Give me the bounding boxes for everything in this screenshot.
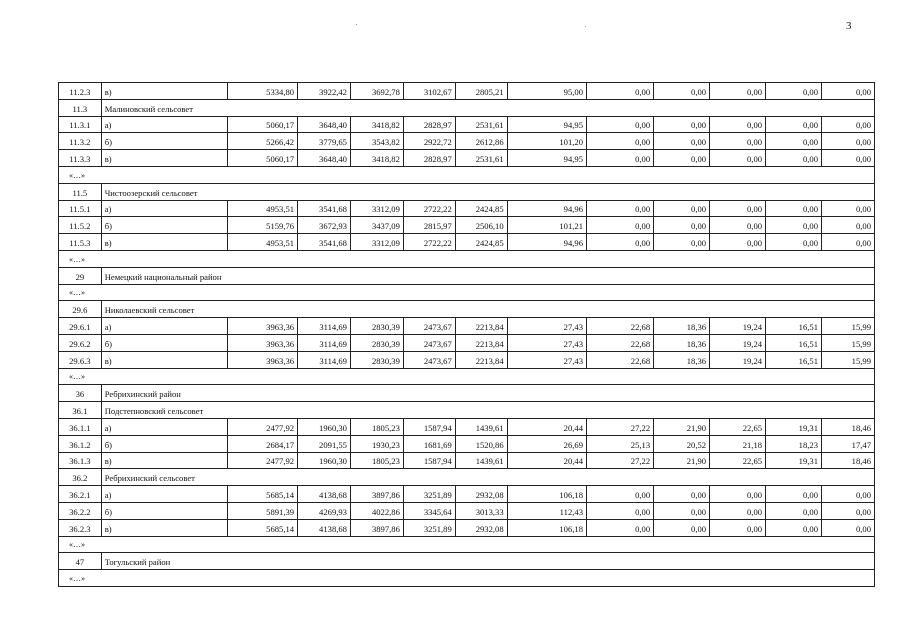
value-cell: 27,22 [587,452,654,469]
value-cell: 21,90 [654,418,710,435]
row-label: б) [101,217,227,234]
value-cell: 94,96 [507,234,586,251]
value-cell: 0,00 [822,234,875,251]
value-cell: 21,90 [654,452,710,469]
row-code: 11.5.1 [59,200,102,217]
row-label: а) [101,200,227,217]
table-row [59,418,875,435]
value-cell: 3013,33 [455,502,507,519]
table-body [59,83,875,587]
row-code: 11.3.2 [59,133,102,150]
value-cell: 27,43 [507,334,586,351]
table-row [59,83,875,100]
value-cell: 101,20 [507,133,586,150]
row-label: а) [101,486,227,503]
row-code: 36.2.1 [59,486,102,503]
section-row [59,183,875,200]
scan-speck [585,26,586,27]
value-cell: 5060,17 [227,150,297,167]
section-title: Тогульский район [101,553,874,570]
value-cell: 0,00 [710,519,766,536]
value-cell: 3251,89 [403,486,455,503]
value-cell: 3312,09 [350,200,403,217]
value-cell: 5685,14 [227,486,297,503]
value-cell: 3345,64 [403,502,455,519]
omission-marker: «…» [59,250,875,267]
value-cell: 0,00 [654,519,710,536]
value-cell: 94,95 [507,150,586,167]
value-cell: 0,00 [822,200,875,217]
value-cell: 0,00 [654,133,710,150]
value-cell: 0,00 [587,116,654,133]
section-title: Подстепновский сельсовет [101,402,874,419]
value-cell: 2830,39 [350,318,403,335]
section-row [59,402,875,419]
value-cell: 2922,72 [403,133,455,150]
value-cell: 5060,17 [227,116,297,133]
value-cell: 0,00 [654,200,710,217]
table-row [59,234,875,251]
value-cell: 25,13 [587,435,654,452]
value-cell: 2091,55 [298,435,351,452]
table-row [59,318,875,335]
value-cell: 0,00 [766,150,822,167]
omission-row [59,250,875,267]
row-code: 36.2.2 [59,502,102,519]
value-cell: 3418,82 [350,150,403,167]
table-row [59,116,875,133]
value-cell: 0,00 [766,83,822,100]
table-row [59,502,875,519]
omission-marker: «…» [59,536,875,553]
value-cell: 2213,84 [455,334,507,351]
value-cell: 0,00 [654,234,710,251]
scan-speck [356,24,357,25]
value-cell: 0,00 [654,217,710,234]
value-cell: 2424,85 [455,200,507,217]
value-cell: 3648,40 [298,150,351,167]
value-cell: 0,00 [766,234,822,251]
omission-row [59,166,875,183]
value-cell: 0,00 [822,486,875,503]
value-cell: 2213,84 [455,351,507,368]
section-code: 36 [59,385,102,402]
row-label: в) [101,234,227,251]
value-cell: 16,51 [766,351,822,368]
value-cell: 106,18 [507,519,586,536]
omission-marker: «…» [59,368,875,385]
value-cell: 0,00 [822,116,875,133]
value-cell: 2722,22 [403,234,455,251]
value-cell: 0,00 [587,217,654,234]
section-code: 47 [59,553,102,570]
row-label: в) [101,519,227,536]
value-cell: 18,36 [654,351,710,368]
section-title: Ребрихинский район [101,385,874,402]
value-cell: 0,00 [654,150,710,167]
value-cell: 18,36 [654,318,710,335]
value-cell: 1930,23 [350,435,403,452]
value-cell: 19,31 [766,418,822,435]
table-row [59,351,875,368]
value-cell: 0,00 [654,116,710,133]
row-code: 11.5.2 [59,217,102,234]
value-cell: 2830,39 [350,334,403,351]
value-cell: 1520,86 [455,435,507,452]
row-label: в) [101,351,227,368]
value-cell: 4953,51 [227,200,297,217]
section-code: 36.1 [59,402,102,419]
value-cell: 0,00 [822,133,875,150]
row-code: 36.1.1 [59,418,102,435]
section-code: 11.3 [59,99,102,116]
value-cell: 3963,36 [227,318,297,335]
value-cell: 2932,08 [455,486,507,503]
value-cell: 18,23 [766,435,822,452]
row-code: 36.1.3 [59,452,102,469]
value-cell: 2477,92 [227,418,297,435]
value-cell: 1587,94 [403,452,455,469]
value-cell: 0,00 [766,217,822,234]
omission-marker: «…» [59,284,875,301]
value-cell: 0,00 [654,83,710,100]
section-code: 36.2 [59,469,102,486]
row-label: а) [101,318,227,335]
value-cell: 4269,93 [298,502,351,519]
value-cell: 3692,78 [350,83,403,100]
row-code: 11.3.3 [59,150,102,167]
page-number: 3 [846,20,852,32]
section-title: Немецкий национальный район [101,267,874,284]
value-cell: 0,00 [710,83,766,100]
value-cell: 3922,42 [298,83,351,100]
value-cell: 20,52 [654,435,710,452]
value-cell: 3418,82 [350,116,403,133]
row-label: в) [101,452,227,469]
value-cell: 22,68 [587,318,654,335]
row-code: 11.3.1 [59,116,102,133]
table-row [59,486,875,503]
value-cell: 18,46 [822,418,875,435]
value-cell: 3251,89 [403,519,455,536]
value-cell: 22,65 [710,452,766,469]
value-cell: 2684,17 [227,435,297,452]
value-cell: 94,96 [507,200,586,217]
section-code: 11.5 [59,183,102,200]
value-cell: 3779,65 [298,133,351,150]
table-row [59,519,875,536]
section-row [59,99,875,116]
table-row [59,217,875,234]
value-cell: 2473,67 [403,318,455,335]
value-cell: 1960,30 [298,452,351,469]
value-cell: 0,00 [766,486,822,503]
value-cell: 3437,09 [350,217,403,234]
value-cell: 2531,61 [455,116,507,133]
value-cell: 2828,97 [403,116,455,133]
value-cell: 3963,36 [227,351,297,368]
table-row [59,133,875,150]
value-cell: 0,00 [710,234,766,251]
value-cell: 3897,86 [350,486,403,503]
value-cell: 94,95 [507,116,586,133]
value-cell: 19,24 [710,334,766,351]
value-cell: 0,00 [710,150,766,167]
value-cell: 0,00 [654,502,710,519]
section-row [59,301,875,318]
row-code: 11.2.3 [59,83,102,100]
row-code: 36.2.3 [59,519,102,536]
value-cell: 27,22 [587,418,654,435]
section-title: Ребрихинский сельсовет [101,469,874,486]
value-cell: 0,00 [766,519,822,536]
value-cell: 3312,09 [350,234,403,251]
value-cell: 3114,69 [298,351,351,368]
value-cell: 0,00 [710,133,766,150]
value-cell: 2506,10 [455,217,507,234]
value-cell: 2805,21 [455,83,507,100]
value-cell: 27,43 [507,351,586,368]
table-row [59,435,875,452]
value-cell: 2830,39 [350,351,403,368]
value-cell: 3114,69 [298,334,351,351]
value-cell: 0,00 [587,486,654,503]
value-cell: 5266,42 [227,133,297,150]
value-cell: 1805,23 [350,452,403,469]
table-row [59,452,875,469]
value-cell: 101,21 [507,217,586,234]
value-cell: 2473,67 [403,334,455,351]
table-row [59,200,875,217]
omission-row [59,536,875,553]
row-code: 36.1.2 [59,435,102,452]
value-cell: 1439,61 [455,418,507,435]
omission-row [59,570,875,587]
value-cell: 4953,51 [227,234,297,251]
value-cell: 3102,67 [403,83,455,100]
section-title: Николаевский сельсовет [101,301,874,318]
row-label: в) [101,150,227,167]
value-cell: 15,99 [822,318,875,335]
value-cell: 0,00 [587,234,654,251]
value-cell: 2815,97 [403,217,455,234]
section-title: Чистоозерский сельсовет [101,183,874,200]
row-code: 29.6.3 [59,351,102,368]
value-cell: 2213,84 [455,318,507,335]
value-cell: 0,00 [587,502,654,519]
value-cell: 0,00 [587,83,654,100]
tariff-table [58,82,875,587]
value-cell: 112,43 [507,502,586,519]
value-cell: 0,00 [822,502,875,519]
section-row [59,553,875,570]
value-cell: 0,00 [822,83,875,100]
value-cell: 3543,82 [350,133,403,150]
value-cell: 3963,36 [227,334,297,351]
value-cell: 3541,68 [298,234,351,251]
value-cell: 0,00 [822,217,875,234]
value-cell: 17,47 [822,435,875,452]
value-cell: 2424,85 [455,234,507,251]
value-cell: 2477,92 [227,452,297,469]
value-cell: 0,00 [710,116,766,133]
value-cell: 2932,08 [455,519,507,536]
value-cell: 1805,23 [350,418,403,435]
value-cell: 95,00 [507,83,586,100]
value-cell: 5685,14 [227,519,297,536]
value-cell: 19,31 [766,452,822,469]
value-cell: 27,43 [507,318,586,335]
value-cell: 0,00 [710,217,766,234]
value-cell: 19,24 [710,318,766,335]
row-label: б) [101,435,227,452]
value-cell: 0,00 [710,200,766,217]
row-label: б) [101,133,227,150]
value-cell: 4138,68 [298,486,351,503]
value-cell: 4138,68 [298,519,351,536]
row-code: 29.6.1 [59,318,102,335]
row-code: 29.6.2 [59,334,102,351]
value-cell: 3648,40 [298,116,351,133]
section-code: 29 [59,267,102,284]
value-cell: 3897,86 [350,519,403,536]
value-cell: 2612,86 [455,133,507,150]
value-cell: 1960,30 [298,418,351,435]
value-cell: 1439,61 [455,452,507,469]
value-cell: 5159,76 [227,217,297,234]
value-cell: 0,00 [766,116,822,133]
section-row [59,267,875,284]
value-cell: 2473,67 [403,351,455,368]
row-label: а) [101,116,227,133]
value-cell: 1681,69 [403,435,455,452]
value-cell: 0,00 [587,200,654,217]
value-cell: 0,00 [822,150,875,167]
row-label: а) [101,418,227,435]
value-cell: 3672,93 [298,217,351,234]
row-label: б) [101,334,227,351]
value-cell: 20,44 [507,452,586,469]
value-cell: 15,99 [822,351,875,368]
value-cell: 18,46 [822,452,875,469]
value-cell: 0,00 [587,133,654,150]
value-cell: 2722,22 [403,200,455,217]
value-cell: 4022,86 [350,502,403,519]
value-cell: 0,00 [710,502,766,519]
value-cell: 2531,61 [455,150,507,167]
value-cell: 20,44 [507,418,586,435]
value-cell: 1587,94 [403,418,455,435]
value-cell: 5891,39 [227,502,297,519]
section-row [59,469,875,486]
value-cell: 106,18 [507,486,586,503]
omission-marker: «…» [59,570,875,587]
value-cell: 3114,69 [298,318,351,335]
omission-row [59,368,875,385]
value-cell: 16,51 [766,334,822,351]
value-cell: 0,00 [766,200,822,217]
value-cell: 0,00 [822,519,875,536]
value-cell: 0,00 [710,486,766,503]
row-code: 11.5.3 [59,234,102,251]
value-cell: 26,69 [507,435,586,452]
omission-row [59,284,875,301]
value-cell: 22,68 [587,351,654,368]
section-row [59,385,875,402]
value-cell: 2828,97 [403,150,455,167]
value-cell: 0,00 [587,150,654,167]
omission-marker: «…» [59,166,875,183]
section-title: Малиновский сельсовет [101,99,874,116]
table-row [59,150,875,167]
value-cell: 0,00 [766,502,822,519]
row-label: в) [101,83,227,100]
value-cell: 3541,68 [298,200,351,217]
value-cell: 0,00 [766,133,822,150]
value-cell: 5334,80 [227,83,297,100]
value-cell: 0,00 [587,519,654,536]
value-cell: 0,00 [654,486,710,503]
value-cell: 18,36 [654,334,710,351]
value-cell: 16,51 [766,318,822,335]
row-label: б) [101,502,227,519]
value-cell: 22,65 [710,418,766,435]
table-row [59,334,875,351]
value-cell: 22,68 [587,334,654,351]
section-code: 29.6 [59,301,102,318]
value-cell: 19,24 [710,351,766,368]
value-cell: 21,18 [710,435,766,452]
value-cell: 15,99 [822,334,875,351]
